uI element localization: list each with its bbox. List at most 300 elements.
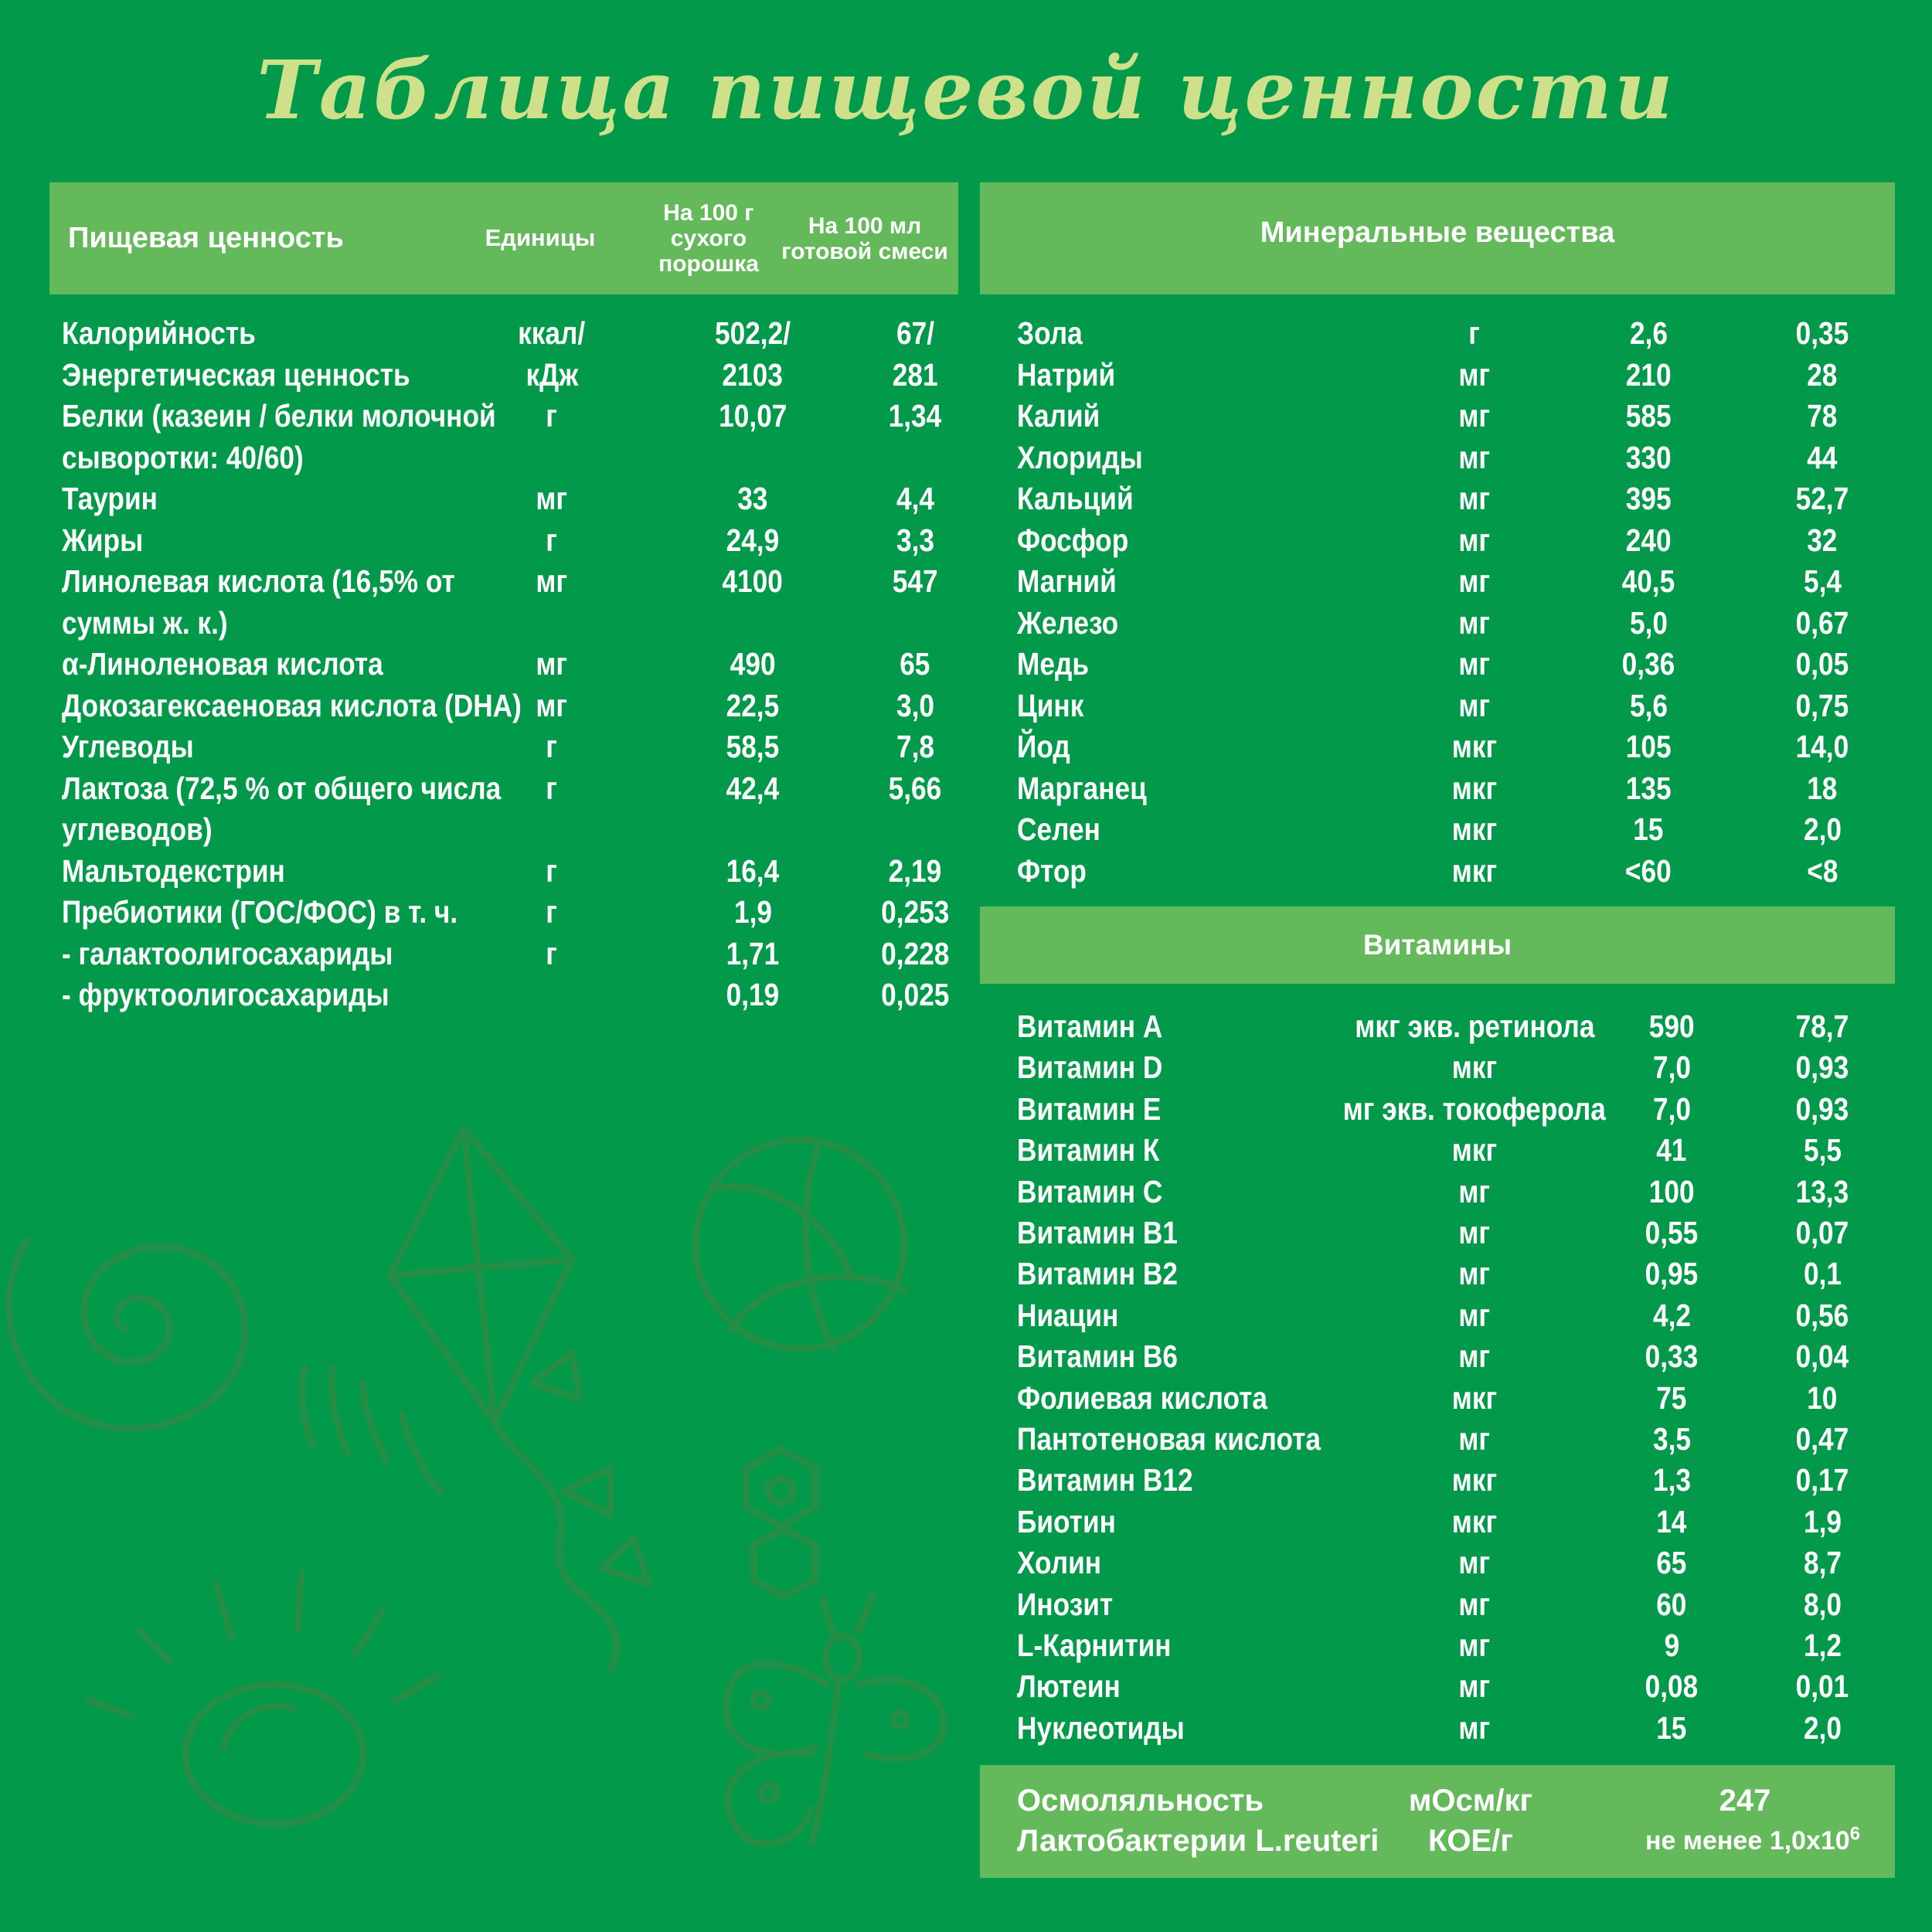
mineral-row <box>980 603 1895 644</box>
page-title: Таблица пищевой ценности <box>257 43 1675 138</box>
nutrition-g-text: 2103 <box>722 356 784 393</box>
nutrition-ml-text: 3,0 <box>896 687 934 723</box>
lactobacteria-value-text: не менее 1,0х10 <box>1645 1826 1850 1855</box>
nutrition-g-text: 490 <box>730 646 776 682</box>
vitamin-per100ml-cell <box>1733 1378 1911 1419</box>
nutrition-ml-text: 67/ <box>896 315 934 351</box>
osmolality-value: 247 <box>1719 1784 1771 1818</box>
nutrition-per100g-cell <box>668 355 838 396</box>
mineral-g-text: 40,5 <box>1621 563 1675 599</box>
mineral-ml-text: 2,0 <box>1803 811 1842 847</box>
nutrition-unit-text: мг <box>536 563 568 599</box>
vitamin-row <box>980 1253 1895 1294</box>
mineral-per100ml-cell <box>1733 603 1911 644</box>
vitamin-per100ml-cell <box>1733 1584 1911 1625</box>
mineral-name-text: Хлориды <box>1017 439 1143 475</box>
nutrition-name-text: суммы ж. к.) <box>62 604 228 641</box>
mineral-per100g-cell <box>1560 644 1737 685</box>
nutrition-row <box>49 934 958 975</box>
vitamin-per100ml-cell <box>1733 1625 1911 1666</box>
nutrition-ml-text: 7,8 <box>896 729 934 764</box>
mineral-name-cell <box>1017 726 1079 767</box>
nutrition-per100ml-cell <box>830 396 1000 437</box>
vitamin-row <box>980 1419 1895 1460</box>
mineral-ml-text: 0,67 <box>1795 604 1849 641</box>
vitamin-ml-text: 1,2 <box>1803 1628 1842 1663</box>
mineral-row <box>980 685 1895 726</box>
mineral-row <box>980 520 1895 561</box>
vitamin-g-text: 41 <box>1656 1132 1687 1168</box>
mineral-g-text: 5,0 <box>1629 604 1668 641</box>
nutrition-row <box>49 768 958 809</box>
mineral-name-cell <box>1017 437 1163 478</box>
nutrition-table-header <box>49 182 958 294</box>
mineral-name-cell <box>1017 478 1152 519</box>
vitamin-name-cell <box>1017 1625 1196 1666</box>
nutrition-unit-text: мг <box>536 481 568 516</box>
vitamin-ml-text: 0,04 <box>1795 1338 1849 1375</box>
vitamin-ml-text: 0,17 <box>1795 1462 1849 1498</box>
vitamin-name-text: Инозит <box>1017 1586 1114 1622</box>
nutrition-per100ml-cell <box>830 934 1000 975</box>
mineral-per100ml-cell <box>1733 355 1911 396</box>
vitamin-row <box>980 1213 1895 1253</box>
nutrition-g-text: 4100 <box>722 563 784 599</box>
vitamin-name-text: Биотин <box>1017 1503 1116 1539</box>
vitamin-per100ml-cell <box>1733 1336 1911 1377</box>
vitamin-name-cell <box>1017 1130 1182 1171</box>
vitamin-name-cell <box>1017 1089 1185 1130</box>
nutrition-per100g-cell <box>668 644 838 685</box>
mineral-name-text: Цинк <box>1017 687 1084 723</box>
nutrition-g-text: 1,9 <box>733 894 772 930</box>
mineral-g-text: 210 <box>1625 356 1672 393</box>
mineral-per100g-cell <box>1560 768 1737 809</box>
nutrition-name-text: сыворотки: 40/60) <box>62 439 304 475</box>
nutrition-ml-text: 5,66 <box>888 770 942 806</box>
vitamin-unit-text: мг <box>1458 1668 1491 1705</box>
nutrition-unit-text: г <box>546 770 558 806</box>
mineral-g-text: 395 <box>1625 481 1672 516</box>
vitamin-unit-text: мкг <box>1451 1049 1498 1086</box>
mineral-ml-text: 28 <box>1807 356 1838 393</box>
nutrition-per100g-cell <box>668 313 838 354</box>
vitamin-g-text: 100 <box>1648 1173 1695 1209</box>
hexagon-icon <box>746 1449 815 1597</box>
vitamin-ml-text: 1,9 <box>1803 1503 1842 1539</box>
nutrition-unit-cell <box>505 809 598 850</box>
vitamin-row <box>980 1460 1895 1501</box>
vitamin-g-text: 15 <box>1656 1709 1687 1746</box>
vitamin-row <box>980 1502 1895 1543</box>
butterfly-icon <box>726 1596 944 1844</box>
vitamin-row <box>980 1543 1895 1583</box>
vitamin-ml-text: 8,7 <box>1803 1545 1842 1581</box>
vitamin-unit-text: мг экв. токоферола <box>1342 1090 1607 1127</box>
nutrition-unit-cell <box>505 561 598 602</box>
nutrition-ml-text: 2,19 <box>888 852 942 889</box>
vitamin-name-text: Пантотеновая кислота <box>1017 1421 1321 1457</box>
mineral-unit-cell <box>1382 603 1567 644</box>
minerals-header <box>980 182 1895 294</box>
nutrition-row <box>49 851 958 892</box>
nutrition-unit-cell <box>505 437 598 478</box>
mineral-unit-text: мкг <box>1451 852 1498 889</box>
vitamin-name-cell <box>1017 1584 1128 1625</box>
nutrition-name-text: Белки (казеин / белки молочной <box>62 398 496 434</box>
kite-icon <box>390 1128 649 1669</box>
nutrition-row <box>49 603 958 644</box>
vitamin-per100ml-cell <box>1733 1460 1911 1501</box>
vitamin-unit-text: мг <box>1458 1421 1491 1457</box>
mineral-per100g-cell <box>1560 726 1737 767</box>
nutrition-unit-text: г <box>546 935 558 971</box>
mineral-row <box>980 478 1895 519</box>
mineral-ml-text: 44 <box>1807 439 1838 475</box>
mineral-per100g-cell <box>1560 851 1737 892</box>
grass-icon <box>302 1368 440 1492</box>
mineral-row <box>980 396 1895 437</box>
vitamin-name-cell <box>1017 1295 1135 1336</box>
nutrition-unit-cell <box>505 768 598 809</box>
vitamin-unit-text: мг <box>1458 1297 1491 1333</box>
vitamin-row <box>980 1295 1895 1336</box>
mineral-name-text: Калий <box>1017 398 1100 434</box>
mineral-name-cell <box>1017 851 1098 892</box>
vitamin-name-text: Витамин В2 <box>1017 1256 1178 1292</box>
nutrition-name-text: Жиры <box>62 522 144 558</box>
mineral-g-text: 240 <box>1625 522 1672 558</box>
nutrition-per100ml-cell <box>830 520 1000 561</box>
mineral-name-cell <box>1017 561 1133 602</box>
nutrition-row <box>49 561 958 602</box>
mineral-g-text: <60 <box>1625 852 1672 889</box>
nutrition-per100ml-cell <box>830 644 1000 685</box>
mineral-per100ml-cell <box>1733 437 1911 478</box>
mineral-name-cell <box>1017 809 1114 850</box>
nutrition-ml-text: 0,228 <box>880 935 950 971</box>
mineral-ml-text: 52,7 <box>1795 481 1849 516</box>
nutrition-unit-cell <box>505 603 598 644</box>
lactobacteria-unit: КОЕ/г <box>1428 1824 1513 1858</box>
mineral-name-cell <box>1017 520 1147 561</box>
mineral-unit-text: мг <box>1458 604 1491 641</box>
nutrition-row <box>49 437 958 478</box>
nutrition-per100g-cell <box>668 934 838 975</box>
vitamin-ml-text: 13,3 <box>1795 1173 1849 1209</box>
footer-band <box>980 1765 1895 1878</box>
nutrition-per100ml-cell <box>830 768 1000 809</box>
vitamin-per100ml-cell <box>1733 1419 1911 1460</box>
nutrition-row <box>49 975 958 1015</box>
vitamin-name-cell <box>1017 1708 1212 1749</box>
nutrition-name-cell <box>62 975 443 1015</box>
nutrition-unit-cell <box>505 644 598 685</box>
vitamin-name-cell <box>1017 1213 1204 1253</box>
nutrition-unit-cell <box>505 520 598 561</box>
mineral-name-text: Зола <box>1017 315 1083 351</box>
mineral-per100ml-cell <box>1733 520 1911 561</box>
mineral-ml-text: 14,0 <box>1795 729 1849 764</box>
nutrition-row <box>49 685 958 726</box>
mineral-g-text: 330 <box>1625 439 1672 475</box>
vitamins-title: Витамины <box>1362 928 1512 961</box>
vitamin-unit-text: мг <box>1458 1215 1491 1250</box>
nutrition-row <box>49 726 958 767</box>
nutrition-unit-cell <box>505 478 598 519</box>
mineral-name-cell <box>1017 396 1114 437</box>
mineral-per100g-cell <box>1560 685 1737 726</box>
mineral-per100ml-cell <box>1733 809 1911 850</box>
nutrition-ml-text: 1,34 <box>888 398 942 434</box>
nutrition-unit-text: ккал/ <box>518 315 586 351</box>
vitamin-name-text: Витамин К <box>1017 1132 1160 1168</box>
mineral-per100g-cell <box>1560 520 1737 561</box>
vitamin-ml-text: 0,56 <box>1795 1297 1849 1333</box>
vitamin-g-text: 14 <box>1656 1503 1687 1539</box>
lactobacteria-value <box>1614 1821 1892 1861</box>
mineral-g-text: 135 <box>1625 770 1672 806</box>
minerals-title: Минеральные вещества <box>1260 216 1615 250</box>
vitamin-row <box>980 1708 1895 1749</box>
vitamin-row <box>980 1089 1895 1130</box>
header-nutrition-value: Пищевая ценность <box>68 221 344 254</box>
vitamin-ml-text: 8,0 <box>1803 1586 1842 1622</box>
vitamin-per100ml-cell <box>1733 1543 1911 1583</box>
mineral-unit-cell <box>1382 644 1567 685</box>
nutrition-g-text: 58,5 <box>726 729 780 764</box>
nutrition-name-text: α-Линоленовая кислота <box>62 646 383 682</box>
vitamin-g-text: 3,5 <box>1652 1421 1691 1457</box>
mineral-unit-cell <box>1382 396 1567 437</box>
nutrition-name-cell <box>62 396 566 437</box>
vitamin-ml-text: 2,0 <box>1803 1709 1842 1746</box>
mineral-unit-cell <box>1382 768 1567 809</box>
vitamin-per100ml-cell <box>1733 1047 1911 1088</box>
vitamin-g-text: 1,3 <box>1652 1462 1691 1498</box>
mineral-unit-cell <box>1382 313 1567 354</box>
nutrition-g-text: 16,4 <box>726 852 780 889</box>
nutrition-name-text: углеводов) <box>62 811 213 847</box>
nutrition-name-cell <box>62 603 255 644</box>
vitamin-name-cell <box>1017 1460 1222 1501</box>
mineral-unit-text: мг <box>1458 646 1491 682</box>
vitamin-unit-text: мг <box>1458 1545 1491 1581</box>
nutrition-unit-cell <box>505 355 598 396</box>
mineral-unit-cell <box>1382 561 1567 602</box>
vitamin-g-text: 9 <box>1664 1628 1679 1663</box>
mineral-unit-text: мг <box>1458 356 1491 393</box>
header-per-100ml: На 100 мл готовой смеси <box>781 213 948 264</box>
spiral-icon <box>9 1240 245 1429</box>
vitamin-row <box>980 1006 1895 1047</box>
mineral-name-cell <box>1017 685 1094 726</box>
mineral-per100ml-cell <box>1733 768 1911 809</box>
vitamin-name-text: Витамин Е <box>1017 1090 1162 1127</box>
mineral-per100g-cell <box>1560 437 1737 478</box>
mineral-row <box>980 726 1895 767</box>
vitamin-g-text: 60 <box>1656 1586 1687 1622</box>
vitamin-ml-text: 0,1 <box>1803 1256 1842 1292</box>
nutrition-name-cell <box>62 355 467 396</box>
nutrition-g-text: 10,07 <box>718 398 787 434</box>
nutrition-per100ml-cell <box>830 478 1000 519</box>
nutrition-name-text: - галактоолигосахариды <box>62 935 393 971</box>
nutrition-unit-text: г <box>546 522 558 558</box>
nutrition-per100ml-cell <box>830 561 1000 602</box>
nutrition-per100g-cell <box>668 685 838 726</box>
mineral-name-cell <box>1017 768 1168 809</box>
mineral-per100g-cell <box>1560 561 1737 602</box>
osmolality-unit: мОсм/кг <box>1408 1784 1533 1818</box>
nutrition-ml-text: 65 <box>900 646 930 682</box>
mineral-name-text: Фтор <box>1017 852 1087 889</box>
nutrition-per100ml-cell <box>830 355 1000 396</box>
mineral-g-text: 5,6 <box>1629 687 1668 723</box>
nutrition-unit-cell <box>505 934 598 975</box>
vitamin-per100ml-cell <box>1733 1172 1911 1213</box>
vitamin-name-cell <box>1017 1666 1138 1707</box>
nutrition-row <box>49 355 958 396</box>
nutrition-unit-cell <box>505 685 598 726</box>
nutrition-per100g-cell <box>668 520 838 561</box>
lactobacteria-name: Лактобактерии L.reuteri <box>1017 1824 1379 1858</box>
mineral-per100g-cell <box>1560 478 1737 519</box>
mineral-name-text: Магний <box>1017 563 1117 599</box>
vitamin-name-cell <box>1017 1378 1308 1419</box>
vitamin-per100ml-cell <box>1733 1708 1911 1749</box>
vitamin-name-cell <box>1017 1502 1132 1543</box>
nutrition-unit-text: мг <box>536 687 568 723</box>
mineral-name-text: Фосфор <box>1017 522 1129 558</box>
vitamin-unit-text: мкг <box>1451 1379 1498 1416</box>
mineral-name-cell <box>1017 644 1100 685</box>
vitamins-header <box>980 906 1895 984</box>
vitamin-ml-text: 0,07 <box>1795 1215 1849 1250</box>
nutrition-unit-text: г <box>546 398 558 434</box>
mineral-row <box>980 768 1895 809</box>
nutrition-unit-text: г <box>546 894 558 930</box>
nutrition-row <box>49 520 958 561</box>
nutrition-ml-text: 0,253 <box>880 894 950 930</box>
mineral-per100ml-cell <box>1733 396 1911 437</box>
mineral-per100ml-cell <box>1733 685 1911 726</box>
mineral-name-text: Йод <box>1017 729 1070 764</box>
nutrition-ml-text: 3,3 <box>896 522 934 558</box>
nutrition-unit-cell <box>505 726 598 767</box>
mineral-row <box>980 561 1895 602</box>
mineral-row <box>980 313 1895 354</box>
vitamin-g-text: 75 <box>1656 1379 1687 1416</box>
vitamin-g-text: 7,0 <box>1652 1049 1691 1086</box>
mineral-ml-text: 0,05 <box>1795 646 1849 682</box>
nutrition-unit-cell <box>505 851 598 892</box>
nutrition-unit-text: г <box>546 729 558 764</box>
mineral-ml-text: 32 <box>1807 522 1838 558</box>
mineral-per100ml-cell <box>1733 851 1911 892</box>
nutrition-per100ml-cell <box>830 726 1000 767</box>
vitamin-ml-text: 0,47 <box>1795 1421 1849 1457</box>
mineral-unit-text: мг <box>1458 687 1491 723</box>
osmolality-name: Осмоляльность <box>1017 1784 1264 1818</box>
vitamin-name-cell <box>1017 1543 1115 1583</box>
vitamin-name-text: Витамин В1 <box>1017 1215 1178 1250</box>
mineral-per100ml-cell <box>1733 478 1911 519</box>
mineral-ml-text: 0,75 <box>1795 687 1849 723</box>
nutrition-row <box>49 892 958 933</box>
mineral-unit-cell <box>1382 355 1567 396</box>
vitamin-name-text: Фолиевая кислота <box>1017 1379 1268 1416</box>
mineral-ml-text: 18 <box>1807 770 1838 806</box>
vitamin-name-text: Холин <box>1017 1545 1102 1581</box>
vitamin-per100ml-cell <box>1733 1213 1911 1253</box>
vitamin-name-text: Витамин В6 <box>1017 1338 1178 1375</box>
vitamin-g-text: 7,0 <box>1652 1090 1691 1127</box>
vitamin-per100ml-cell <box>1733 1666 1911 1707</box>
nutrition-g-text: 33 <box>737 481 768 516</box>
mineral-unit-cell <box>1382 685 1567 726</box>
nutrition-per100g-cell <box>668 768 838 809</box>
nutrition-per100g-cell <box>668 851 838 892</box>
vitamin-name-cell <box>1017 1047 1186 1088</box>
mineral-unit-text: мг <box>1458 439 1491 475</box>
mineral-unit-cell <box>1382 726 1567 767</box>
nutrition-ml-text: 281 <box>892 356 938 393</box>
nutrition-name-text: Лактоза (72,5 % от общего числа <box>62 770 502 806</box>
vitamin-unit-text: мг <box>1458 1173 1491 1209</box>
vitamin-g-text: 0,95 <box>1645 1256 1699 1292</box>
mineral-unit-cell <box>1382 851 1567 892</box>
nutrition-g-text: 42,4 <box>726 770 780 806</box>
mineral-unit-text: мкг <box>1451 729 1498 764</box>
nutrition-name-text: Пребиотики (ГОС/ФОС) в т. ч. <box>62 894 458 930</box>
vitamin-row <box>980 1336 1895 1377</box>
mineral-per100ml-cell <box>1733 726 1911 767</box>
vitamin-g-text: 65 <box>1656 1545 1687 1581</box>
mineral-row <box>980 809 1895 850</box>
nutrition-row <box>49 396 958 437</box>
vitamin-name-text: Лютеин <box>1017 1668 1121 1705</box>
mineral-name-cell <box>1017 603 1135 644</box>
nutrition-name-cell <box>62 726 216 767</box>
nutrition-per100g-cell <box>668 437 838 478</box>
lactobacteria-exponent: 6 <box>1849 1823 1861 1845</box>
mineral-g-text: 585 <box>1625 398 1672 434</box>
nutrition-unit-cell <box>505 975 598 1015</box>
mineral-unit-text: мкг <box>1451 811 1498 847</box>
mineral-per100ml-cell <box>1733 561 1911 602</box>
mineral-unit-text: мг <box>1458 398 1491 434</box>
nutrition-name-cell <box>62 313 287 354</box>
vitamin-per100ml-cell <box>1733 1006 1911 1047</box>
nutrition-unit-text: г <box>546 852 558 889</box>
vitamin-per100ml-cell <box>1733 1253 1911 1294</box>
nutrition-per100ml-cell <box>830 809 1000 850</box>
vitamin-row <box>980 1047 1895 1088</box>
nutrition-ml-text: 4,4 <box>896 481 934 516</box>
nutrition-per100g-cell <box>668 975 838 1015</box>
vitamin-name-text: L-Карнитин <box>1017 1628 1172 1663</box>
vitamin-name-text: Витамин С <box>1017 1173 1163 1209</box>
nutrition-name-text: Линолевая кислота (16,5% от <box>62 563 455 599</box>
vitamin-ml-text: 5,5 <box>1803 1132 1842 1168</box>
vitamin-name-cell <box>1017 1253 1204 1294</box>
vitamin-unit-text: мг <box>1458 1709 1491 1746</box>
vitamin-name-cell <box>1017 1336 1204 1377</box>
mineral-g-text: 15 <box>1633 811 1664 847</box>
vitamin-name-cell <box>1017 1006 1186 1047</box>
nutrition-per100g-cell <box>668 603 838 644</box>
